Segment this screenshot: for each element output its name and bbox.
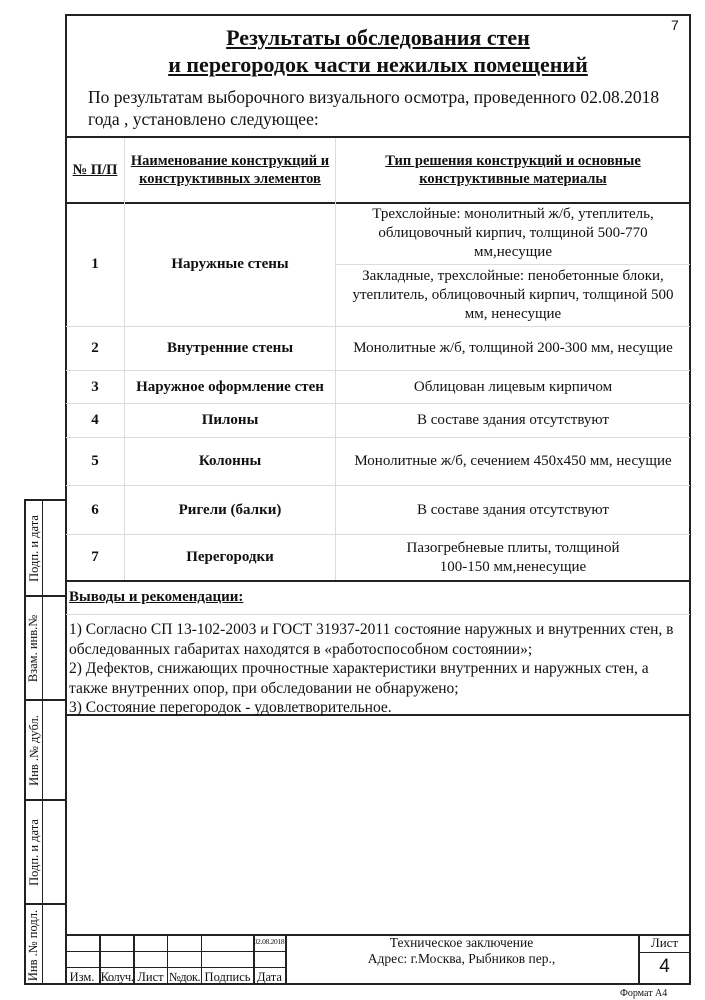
row-4-type: В составе здания отсутствуют xyxy=(417,412,609,428)
stamp-label-text: Подп. и дата xyxy=(26,514,41,582)
header-type-label: Тип решения конструкций и основные конструктивные материалы xyxy=(385,153,641,187)
tb-label-docnum: №док. xyxy=(168,970,201,984)
conclusion-item: 3) Состояние перегородок - удовлетворительное. xyxy=(69,699,392,716)
row-5-type: Монолитные ж/б, сечением 450x450 мм, несущие xyxy=(354,453,672,469)
row-2-num: 2 xyxy=(91,340,99,356)
row-1-type-a: Трехслойные: монолитный ж/б, утеплитель, облицовочный кирпич, толщиной 500-770 мм,несущие xyxy=(372,206,654,260)
tb-label-sheet: Лист xyxy=(137,970,164,984)
row-7-name: Перегородки xyxy=(186,549,274,565)
tb-address: Адрес: г.Москва, Рыбников пер., xyxy=(367,951,556,966)
header-num xyxy=(66,138,124,202)
tb-label-date: Дата xyxy=(257,970,282,984)
row-5-name: Колонны xyxy=(198,453,262,469)
conclusions-title-line xyxy=(66,614,690,615)
tb-doc-title: Техническое заключение xyxy=(389,935,534,950)
row-1-name: Наружные стены xyxy=(171,256,289,272)
header-name-label: Наименование конструкций и конструктивных элементов xyxy=(130,153,330,187)
header-name xyxy=(125,138,335,202)
title-block xyxy=(65,934,691,985)
row-3-type: Облицован лицевым кирпичом xyxy=(413,378,613,395)
tb-sheet-label: Лист xyxy=(650,935,679,950)
row-6-num: 6 xyxy=(91,501,99,518)
intro-text: По результатам выборочного визуального осмотра, проведенного 02.08.2018 года , установлено следующее: xyxy=(88,87,660,129)
conclusion-item: 1) Согласно СП 13-102-2003 и ГОСТ 31937-2011 состояние наружных и внутренних стен, в обследованных габаритах находятся в «работоспособном состоянии»; xyxy=(69,621,674,658)
page-title xyxy=(67,24,689,78)
header-num-label: № П/П xyxy=(72,162,118,178)
row-7-num: 7 xyxy=(91,549,99,565)
row-5-num: 5 xyxy=(91,453,99,469)
row-6-name: Ригели (балки) xyxy=(178,501,282,518)
tb-label-signature: Подпись xyxy=(204,970,251,984)
row-2-type: Монолитные ж/б, толщиной 200-300 мм, несущие xyxy=(353,340,673,356)
stamp-label-sign-date-2 xyxy=(26,801,42,903)
stamp-label-sign-date-1 xyxy=(26,501,42,595)
title-line-1: Результаты обследования стен xyxy=(226,25,530,50)
title-line-2: и перегородок части нежилых помещений xyxy=(168,52,588,77)
tb-date-value: 02.08.2018 xyxy=(253,937,285,946)
row-6-type: В составе здания отсутствуют xyxy=(417,501,609,518)
corner-page-number: 7 xyxy=(671,17,679,33)
stamp-divider xyxy=(42,501,43,983)
stamp-label-inv-dupl xyxy=(26,701,42,799)
stamp-label-replace-inv xyxy=(26,597,42,699)
conclusion-item: 2) Дефектов, снижающих прочностные характеристики внутренних и наружных стен, а также внутренних опор, при обследовании не обнаружено; xyxy=(69,660,649,697)
format-label: Формат А4 xyxy=(620,988,668,999)
table-bottom-border xyxy=(66,580,690,582)
stamp-label-text: Инв .№ подл. xyxy=(26,909,41,981)
tb-sheet-number: 4 xyxy=(659,956,670,977)
stamp-label-text: Подп. и дата xyxy=(26,818,41,886)
stamp-label-text: Взам. инв.№ xyxy=(26,614,41,682)
side-stamp xyxy=(24,499,65,985)
tb-label-count: Колуч. xyxy=(100,970,134,984)
row-1-num: 1 xyxy=(91,256,99,272)
row-4-name: Пилоны xyxy=(201,412,259,428)
row-3-name: Наружное оформление стен xyxy=(136,378,324,395)
row-1-type-b: Закладные, трехслойные: пенобетонные блоки, утеплитель, облицовочный кирпич, толщиной 500 мм, ненесущие xyxy=(352,268,674,322)
conclusions-list xyxy=(69,620,687,718)
row-7-type: Пазогребневые плиты, толщиной 100-150 мм,ненесущие xyxy=(406,539,620,575)
tb-sheet-line xyxy=(638,952,691,953)
tb-row-line xyxy=(65,951,285,952)
conclusions-title: Выводы и рекомендации: xyxy=(69,589,244,605)
stamp-label-text: Инв .№ дубл. xyxy=(26,714,41,786)
tb-row-line xyxy=(65,967,285,968)
row-2-name: Внутренние стены xyxy=(166,340,294,356)
row-3-num: 3 xyxy=(91,378,99,395)
header-type xyxy=(336,138,690,202)
row-4-num: 4 xyxy=(91,412,99,428)
stamp-label-inv-orig xyxy=(26,905,42,985)
tb-label-change: Изм. xyxy=(69,970,95,984)
